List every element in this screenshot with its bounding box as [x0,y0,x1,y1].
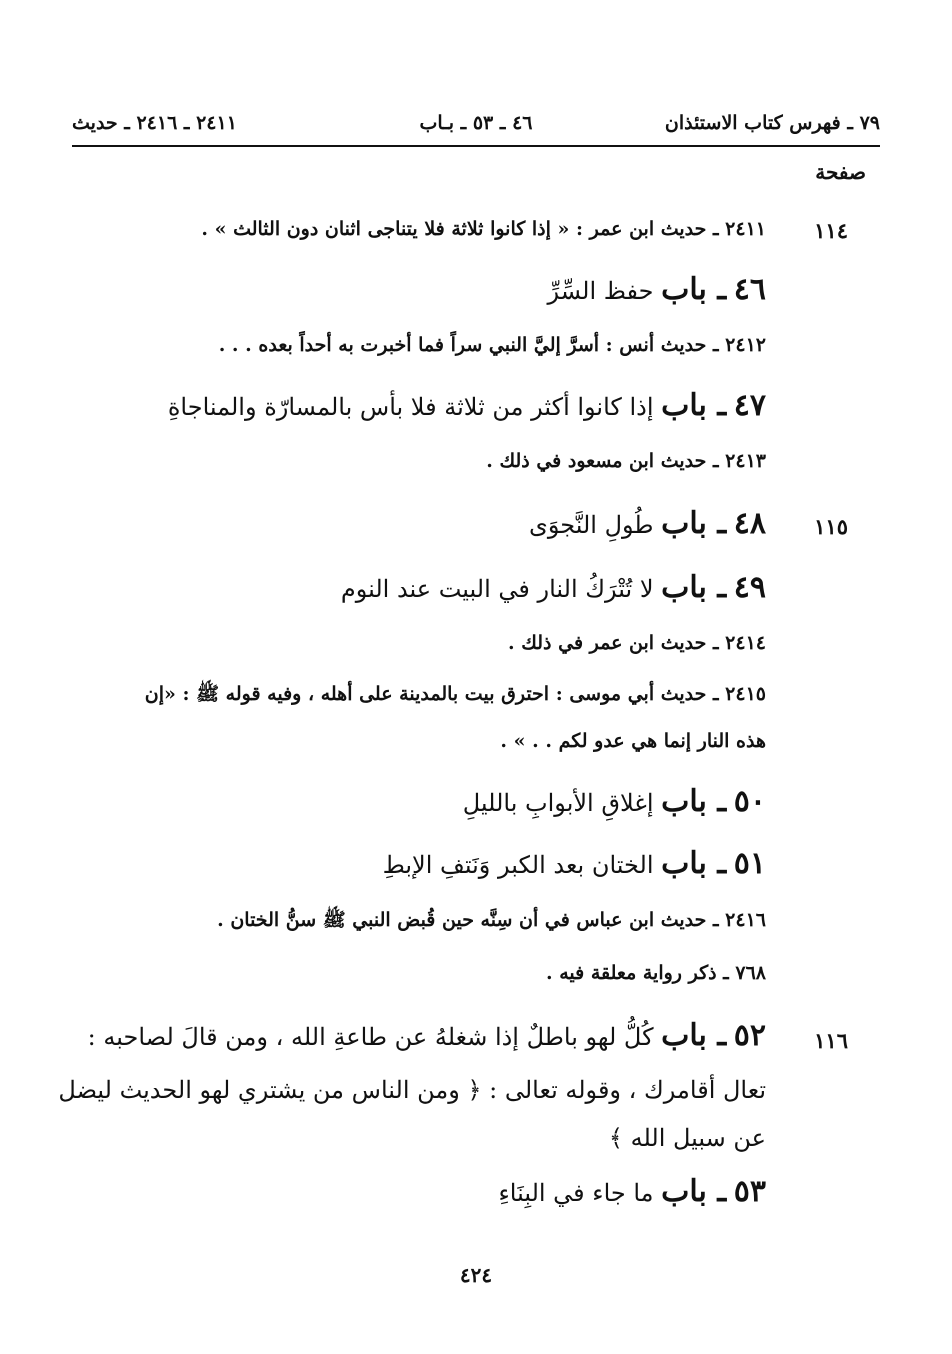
header-hadith-range: ٢٤١١ ـ ٢٤١٦ ـ حديث [72,112,237,134]
hadith-line: ٢٤١٦ ـ حديث ابن عباس في أن سِنَّه حين قُبض النبي ﷺ سنُّ الختان . [217,909,766,931]
header-rule [72,145,880,147]
bab-number: ٥٢ [733,1018,766,1053]
bab-title: لا تُتْرَكُ النار في البيت عند النوم [340,575,654,603]
bab-keyword: ـ باب [661,846,727,881]
page-ref: ١١٥ [814,514,848,539]
bab-number: ٥١ [733,846,766,881]
bab-keyword: ـ باب [661,784,727,819]
hadith-line: ٢٤١٤ ـ حديث ابن عمر في ذلك . [508,632,766,654]
bab-title: الختان بعد الكبر وَنَتفِ الإبطِ [382,851,654,879]
bab-title: طُولِ النَّجوَى [529,511,654,539]
bab-heading [547,272,766,307]
bab-heading [341,570,766,605]
header-chapter: ٧٩ ـ فهرس كتاب الاستئذان [664,112,880,134]
hadith-line-continued: هذه النار إنما هي عدو لكم . . » . [500,730,766,752]
bab-keyword: ـ باب [661,570,727,605]
bab-number: ٤٦ [733,272,766,307]
hadith-line: ٢٤١٥ ـ حديث أبي موسى : احترق بيت بالمدينة على أهله ، وفيه قوله ﷺ : «إن [144,683,766,705]
bab-heading [88,1018,766,1053]
mention-line: ٧٦٨ ـ ذكر رواية معلقة فيه . [545,962,766,984]
bab-keyword: ـ باب [661,506,727,541]
bab-heading [498,1174,766,1209]
hadith-line: ٢٤١٣ ـ حديث ابن مسعود في ذلك . [486,450,766,472]
bab-keyword: ـ باب [661,388,727,423]
hadith-line: ٢٤١١ ـ حديث ابن عمر : « إذا كانوا ثلاثة فلا يتناجى اثنان دون الثالث » . [201,218,766,240]
bab-heading [168,388,766,423]
bab-heading [463,784,766,819]
bab-title: إذا كانوا أكثر من ثلاثة فلا بأس بالمسارّة والمناجاةِ [167,393,654,421]
bab-keyword: ـ باب [661,1174,727,1209]
bab-title: حفظ السِّرِّ [547,277,654,305]
page-column-label: صفحة [815,160,866,184]
page-ref: ١١٦ [814,1028,848,1053]
bab-title: كُلُّ لهو باطلٌ إذا شغلهُ عن طاعةِ الله ، ومن قالَ لصاحبه : [87,1023,654,1051]
bab-keyword: ـ باب [661,272,727,307]
bab-title-continued: عن سبيل الله ﴾ [608,1124,766,1152]
bab-heading [383,846,766,881]
bab-number: ٤٨ [733,506,766,541]
bab-title: ما جاء في البِنَاءِ [498,1179,654,1207]
page-ref: ١١٤ [814,218,848,243]
bab-number: ٤٩ [733,570,766,605]
running-header [72,112,880,142]
bab-title-continued: تعال أقامرك ، وقوله تعالى : ﴿ ومن الناس من يشتري لهو الحديث ليضل [58,1076,766,1104]
page-number: ٤٢٤ [459,1263,493,1287]
bab-title: إغلاقِ الأبوابِ بالليلِ [462,789,654,817]
bab-number: ٥٣ [733,1174,766,1209]
bab-number: ٥٠ [733,784,766,819]
header-bab-range: ٤٦ ـ ٥٣ ـ بـاب [419,112,533,134]
hadith-line: ٢٤١٢ ـ حديث أنس : أسرَّ إليَّ النبي سراً فما أخبرت به أحداً بعده . . . [218,334,766,356]
bab-heading [529,506,766,541]
bab-keyword: ـ باب [661,1018,727,1053]
bab-number: ٤٧ [733,388,766,423]
